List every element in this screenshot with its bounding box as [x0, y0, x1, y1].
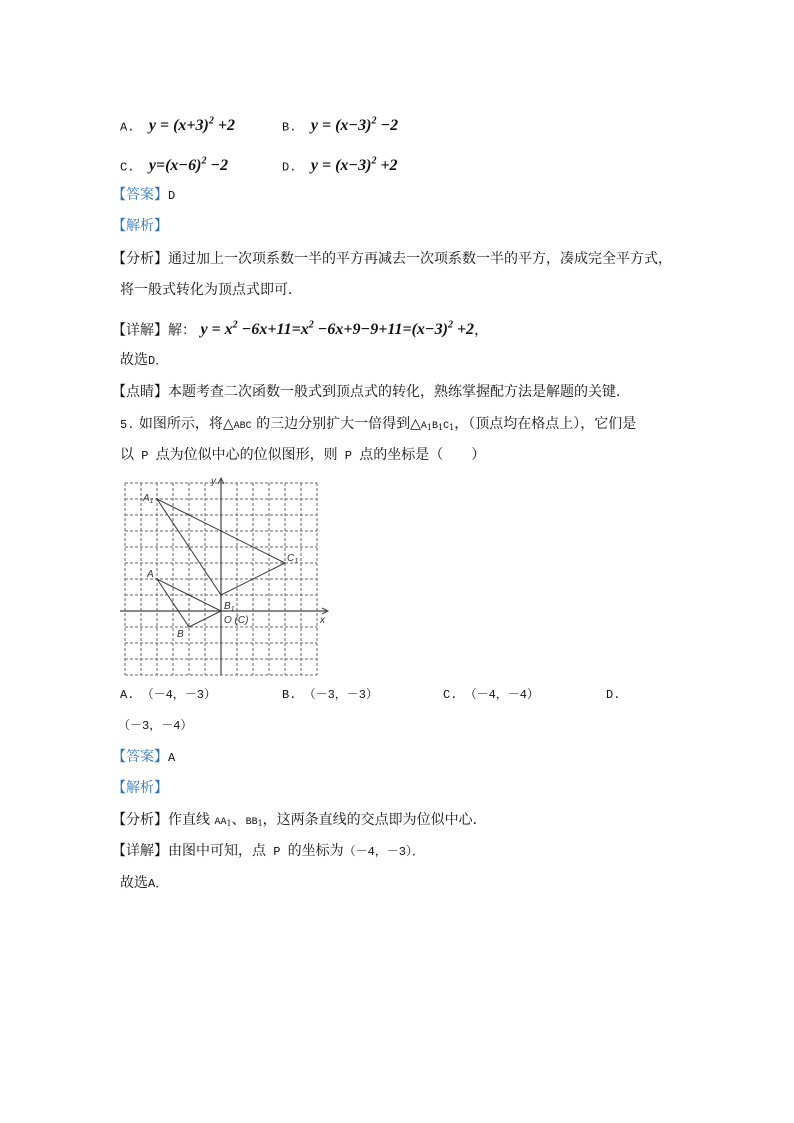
stem-text: A: [420, 421, 427, 432]
sub: 1: [438, 423, 444, 432]
xiangjie-text: 由图中可知，点: [168, 843, 266, 859]
f: y = x: [200, 321, 233, 339]
stem-text: 以: [120, 447, 134, 463]
f: 2: [308, 320, 314, 331]
q5-option-d-letter: [606, 685, 620, 705]
option-formula: [311, 117, 398, 134]
stem-text: P: [337, 449, 360, 463]
label-a1: $A_1$: [143, 493, 154, 505]
stem-text: 如图所示，将△: [138, 416, 234, 432]
label-origin: O (C): [224, 615, 249, 626]
label-y-axis: y: [211, 476, 216, 487]
option-letter: A.: [120, 688, 135, 702]
q4-option-c: [120, 152, 228, 177]
answer-tag: 【答案】: [112, 749, 168, 765]
dianjing-text: 本题考查二次函数一般式到顶点式的转化，熟练掌握配方法是解题的关键．: [168, 384, 630, 400]
q5-stem: [120, 414, 636, 438]
formula-tail: +2: [376, 157, 398, 175]
formula-text: y=(x−6): [148, 157, 202, 175]
formula-text: y = (x−3): [310, 157, 372, 175]
formula-text: y = (x−3): [310, 117, 372, 135]
option-letter: C.: [443, 688, 458, 702]
q5-stem-cont: [120, 445, 485, 466]
q4-option-d: [282, 152, 398, 177]
question-number: 5.: [120, 418, 135, 432]
analysis-tag: 【解析】: [112, 218, 168, 234]
f: −6x+9−9+11=(x−3): [313, 321, 448, 339]
formula-tail: +2: [213, 117, 235, 135]
f: 2: [232, 320, 238, 331]
label-c1: $C_1$: [287, 553, 299, 565]
sub: 1: [257, 819, 263, 828]
option-formula: [149, 157, 228, 174]
xiangjie-prefix: 解：: [168, 322, 196, 339]
answer-value: A: [168, 751, 176, 765]
f: −6x+11=x: [237, 321, 309, 339]
q4-analysis-heading: [112, 216, 168, 236]
q4-answer: [112, 185, 175, 206]
formula-tail: −2: [376, 117, 399, 135]
option-letter: D.: [606, 688, 621, 702]
option-value: （－3，－3）: [303, 688, 379, 702]
option-value: （－4，－3）: [141, 688, 217, 702]
fenxi-tag: 【分析】: [112, 251, 168, 267]
q5-option-c: [443, 685, 539, 705]
sub: 1: [426, 423, 432, 432]
fenxi-text: ，这两条直线的交点即为位似中心．: [262, 812, 487, 828]
xiangjie-formula: [200, 321, 474, 338]
sub: 1: [449, 423, 455, 432]
option-formula: [149, 117, 235, 134]
formula-exp: 2: [371, 156, 377, 167]
choose-text: 故选: [120, 875, 148, 891]
fenxi-text: 、: [231, 812, 246, 828]
stem-text: P: [134, 449, 156, 463]
formula-tail: −2: [206, 157, 229, 175]
q4-option-b: [282, 112, 398, 137]
q5-answer: [112, 747, 175, 768]
fenxi-tag: 【分析】: [112, 812, 168, 828]
comma: ，: [474, 322, 489, 339]
option-formula: [311, 157, 398, 174]
stem-text: B: [431, 421, 438, 432]
xiangjie-text: （－4，－3）．: [343, 845, 425, 859]
choose-value: D．: [148, 354, 168, 368]
stem-text: 点为位似中心的位似图形，则: [155, 447, 338, 463]
dianjing-tag: 【点睛】: [112, 384, 168, 400]
fenxi-text: 通过加上一次项系数一半的平方再减去一次项系数一半的平方，凑成完全平方式，: [168, 251, 672, 267]
sub: 1: [226, 819, 232, 828]
answer-tag: 【答案】: [112, 187, 168, 203]
stem-text: ，（顶点均在格点上），它们是: [454, 416, 637, 432]
label-b1: $B_1$: [224, 601, 235, 613]
xiangjie-text: 的坐标为: [287, 843, 344, 859]
fenxi-text: AA: [214, 817, 227, 828]
answer-value: D: [168, 189, 176, 203]
xiangjie-text: P: [266, 845, 288, 859]
xiangjie-tag: 【详解】: [112, 843, 168, 859]
xiangjie-tag: 【详解】: [112, 322, 168, 339]
q5-option-d-value: [118, 716, 192, 736]
coordinate-figure: [120, 476, 335, 681]
q5-xiangjie: [112, 841, 424, 862]
q5-choose: [120, 873, 167, 894]
q4-option-a: [120, 112, 235, 137]
q4-xiangjie: [112, 316, 488, 340]
label-b: B: [177, 629, 184, 640]
q5-option-a: [120, 685, 216, 705]
stem-text: 点的坐标是（ ）: [359, 447, 486, 463]
option-letter: C.: [120, 160, 135, 175]
label-x-axis: x: [320, 615, 325, 626]
analysis-tag: 【解析】: [112, 780, 168, 796]
option-value: （－4，－4）: [464, 688, 540, 702]
option-letter: A.: [120, 120, 135, 135]
label-a: A: [147, 569, 154, 580]
fenxi-text: BB: [245, 817, 258, 828]
q5-fenxi: [112, 810, 487, 834]
option-letter: B.: [282, 688, 297, 702]
stem-text: ABC: [233, 421, 252, 432]
stem-text: 的三边分别扩大一倍得到△: [251, 416, 421, 432]
option-value: （－3，－4）: [118, 719, 193, 733]
stem-text: C: [443, 421, 450, 432]
formula-exp: 2: [371, 116, 377, 127]
choose-value: A．: [148, 877, 168, 891]
q4-choose: [120, 350, 167, 371]
option-letter: B.: [282, 120, 297, 135]
f: +2: [452, 321, 475, 339]
formula-exp: 2: [208, 116, 214, 127]
fenxi-text: 作直线: [168, 812, 215, 828]
q4-fenxi-cont: [120, 280, 302, 300]
q5-option-b: [282, 685, 378, 705]
q4-fenxi: [112, 249, 672, 269]
f: 2: [447, 320, 453, 331]
formula-exp: 2: [201, 156, 207, 167]
fenxi-text: 将一般式转化为顶点式即可．: [120, 282, 302, 298]
q5-analysis-heading: [112, 778, 168, 798]
formula-text: y = (x+3): [148, 117, 209, 135]
q4-dianjing: [112, 382, 630, 402]
option-letter: D.: [282, 160, 297, 175]
choose-text: 故选: [120, 352, 148, 368]
